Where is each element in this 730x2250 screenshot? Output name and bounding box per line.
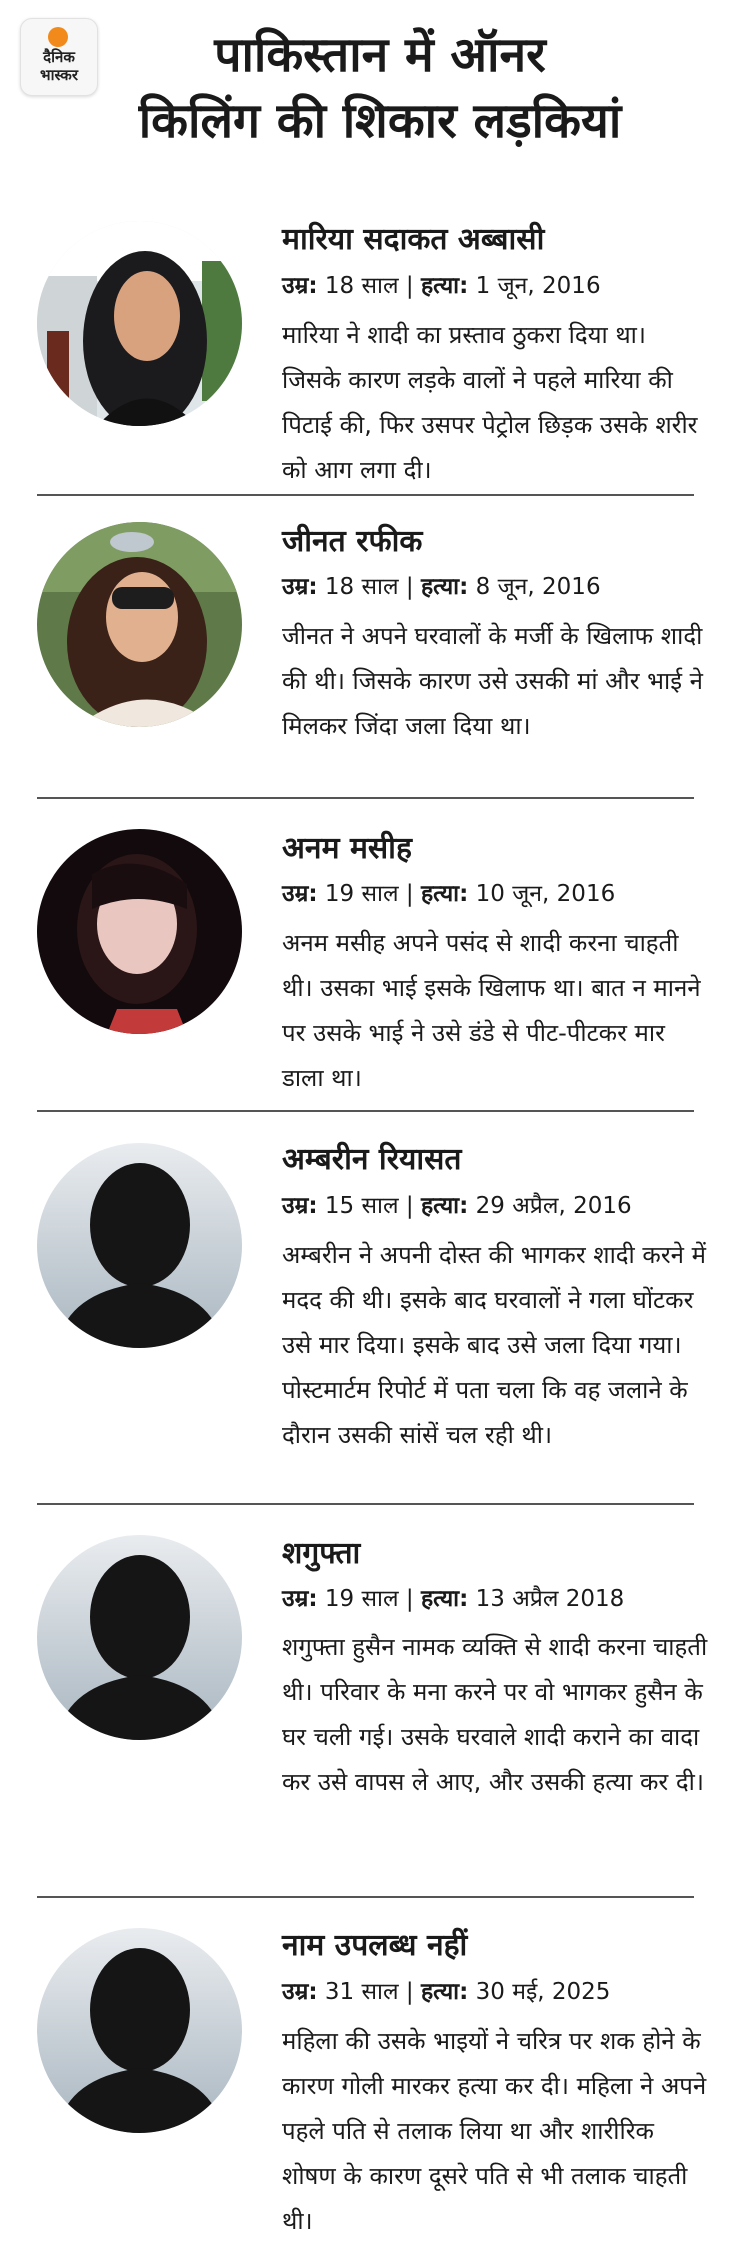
killed-label: हत्या:: [420, 273, 469, 299]
separator: |: [405, 273, 414, 299]
separator: |: [405, 1979, 414, 2005]
divider: [37, 494, 694, 496]
victim-name: अनम मसीह: [282, 831, 412, 866]
victim-date: 29 अप्रैल, 2016: [475, 1193, 632, 1219]
victim-name: जीनत रफीक: [282, 524, 423, 559]
victim-description: महिला की उसके भाइयों ने चरित्र पर शक होने के कारण गोली मारकर हत्या कर दी। महिला ने अपने पहले पति से तलाक लिया था और शारीरिक शोषण के कारण दूसरे पति से भी तलाक चाहती थी।: [282, 2027, 707, 2235]
victim-meta: [282, 571, 601, 603]
silhouette-icon: [37, 1928, 242, 2133]
separator: |: [405, 1193, 414, 1219]
page-title-line2: किलिंग की शिकार लड़कियां: [138, 93, 622, 149]
silhouette-icon: [37, 1535, 242, 1740]
logo-text-line2: भास्कर: [40, 66, 78, 84]
victim-date: 13 अप्रैल 2018: [475, 1586, 625, 1612]
age-label: उम्र:: [282, 273, 318, 299]
page-title: [40, 22, 720, 154]
age-label: उम्र:: [282, 1979, 318, 2005]
victim-date: 8 जून, 2016: [475, 574, 601, 600]
divider: [37, 1896, 694, 1898]
logo-text-line1: दैनिक: [43, 48, 75, 66]
silhouette-icon: [37, 1143, 242, 1348]
killed-label: हत्या:: [420, 1193, 469, 1219]
killed-label: हत्या:: [420, 574, 469, 600]
victim-meta: [282, 878, 615, 910]
victim-age: 15 साल: [324, 1193, 399, 1219]
victim-name: अम्बरीन रियासत: [282, 1142, 462, 1177]
separator: |: [405, 881, 414, 907]
victim-name: शगुफ्ता: [282, 1536, 361, 1571]
victim-photo: [37, 221, 242, 426]
killed-label: हत्या:: [420, 881, 469, 907]
victim-age: 19 साल: [324, 1586, 399, 1612]
separator: |: [405, 1586, 414, 1612]
age-label: उम्र:: [282, 881, 318, 907]
victim-description: शगुफ्ता हुसैन नामक व्यक्ति से शादी करना चाहती थी। परिवार के मना करने पर वो भागकर हुसैन के घर चली गई। उसके घरवाले शादी कराने का वादा कर उसे वापस ले आए, और उसकी हत्या कर दी।: [282, 1633, 708, 1796]
divider: [37, 1503, 694, 1505]
divider: [37, 797, 694, 799]
victim-date: 30 मई, 2025: [475, 1979, 611, 2005]
victim-description: मारिया ने शादी का प्रस्ताव ठुकरा दिया था। जिसके कारण लड़के वालों ने पहले मारिया की पिटाई की, फिर उसपर पेट्रोल छिड़क उसके शरीर को आग लगा दी।: [282, 321, 698, 484]
victim-description: अम्बरीन ने अपनी दोस्त की भागकर शादी करने में मदद की थी। इसके बाद घरवालों ने गला घोंटकर उसे मार दिया। इसके बाद उसे जला दिया गया। पोस्टमार्टम रिपोर्ट में पता चला कि वह जलाने के दौरान उसकी सांसें चल रही थी।: [282, 1241, 706, 1449]
victim-meta: [282, 1976, 610, 2008]
victim-age: 18 साल: [324, 574, 399, 600]
age-label: उम्र:: [282, 1586, 318, 1612]
victim-photo: [37, 829, 242, 1034]
victim-name: मारिया सदाकत अब्बासी: [282, 222, 545, 257]
killed-label: हत्या:: [420, 1586, 469, 1612]
age-label: उम्र:: [282, 574, 318, 600]
page-title-line1: पाकिस्तान में ऑनर: [214, 27, 546, 83]
victim-description: अनम मसीह अपने पसंद से शादी करना चाहती थी। उसका भाई इसके खिलाफ था। बात न मानने पर उसके भाई ने उसे डंडे से पीट-पीटकर मार डाला था।: [282, 929, 701, 1092]
victim-photo: [37, 522, 242, 727]
victim-age: 31 साल: [324, 1979, 399, 2005]
victim-name: नाम उपलब्ध नहीं: [282, 1928, 468, 1963]
killed-label: हत्या:: [420, 1979, 469, 2005]
victim-meta: [282, 270, 601, 302]
victim-meta: [282, 1583, 624, 1615]
victim-date: 1 जून, 2016: [475, 273, 601, 299]
victim-date: 10 जून, 2016: [475, 881, 616, 907]
separator: |: [405, 574, 414, 600]
divider: [37, 1110, 694, 1112]
age-label: उम्र:: [282, 1193, 318, 1219]
victim-age: 19 साल: [324, 881, 399, 907]
victim-description: जीनत ने अपने घरवालों के मर्जी के खिलाफ शादी की थी। जिसके कारण उसे उसकी मां और भाई ने मिलकर जिंदा जला दिया था।: [282, 622, 703, 740]
victim-age: 18 साल: [324, 273, 399, 299]
victim-meta: [282, 1190, 632, 1222]
